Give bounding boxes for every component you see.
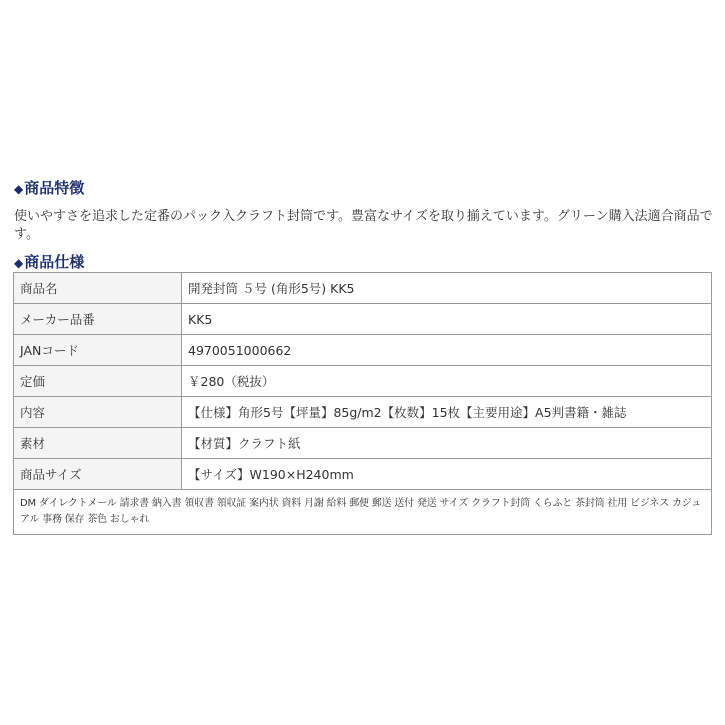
- product-detail: [13, 178, 713, 535]
- spec-label-product-name: 商品名: [14, 273, 182, 304]
- spec-value-maker-part-number: KK5: [182, 304, 712, 335]
- spec-value-product-size: 【サイズ】W190×H240mm: [182, 459, 712, 490]
- diamond-icon: ◆: [14, 256, 24, 270]
- spec-table: [13, 272, 712, 535]
- table-row: [14, 397, 712, 428]
- spec-label-contents: 内容: [14, 397, 182, 428]
- spec-value-material: 【材質】クラフト紙: [182, 428, 712, 459]
- table-row: [14, 304, 712, 335]
- spec-value-list-price: ￥280（税抜）: [182, 366, 712, 397]
- table-row: [14, 428, 712, 459]
- specs-heading: [13, 252, 713, 272]
- table-row: [14, 459, 712, 490]
- table-row: [14, 335, 712, 366]
- specs-heading-text: 商品仕様: [24, 253, 85, 271]
- spec-label-product-size: 商品サイズ: [14, 459, 182, 490]
- diamond-icon: ◆: [14, 182, 24, 196]
- spec-label-jan-code: JANコード: [14, 335, 182, 366]
- spec-label-list-price: 定価: [14, 366, 182, 397]
- spec-value-product-name: 開発封筒 ５号 (角形5号) KK5: [182, 273, 712, 304]
- table-row: [14, 273, 712, 304]
- spec-label-maker-part-number: メーカー品番: [14, 304, 182, 335]
- spec-label-material: 素材: [14, 428, 182, 459]
- spec-value-contents: 【仕様】角形5号【坪量】85g/m2【枚数】15枚【主要用途】A5判書籍・雑誌: [182, 397, 712, 428]
- features-description: 使いやすさを追求した定番のパック入クラフト封筒です。豊富なサイズを取り揃えています。グリーン購入法適合商品です。: [14, 209, 713, 242]
- table-row: [14, 490, 712, 535]
- keywords-cell: DM ダイレクトメール 請求書 納入書 領収書 領収証 案内状 資料 月謝 給料 郵便 郵送 送付 発送 サイズ クラフト封筒 くらふと 茶封筒 社用 ビジネス カジュアル 事務 保存 茶色 おしゃれ: [14, 490, 712, 535]
- spec-value-jan-code: 4970051000662: [182, 335, 712, 366]
- features-heading: [13, 178, 713, 198]
- table-row: [14, 366, 712, 397]
- features-heading-text: 商品特徴: [24, 179, 85, 197]
